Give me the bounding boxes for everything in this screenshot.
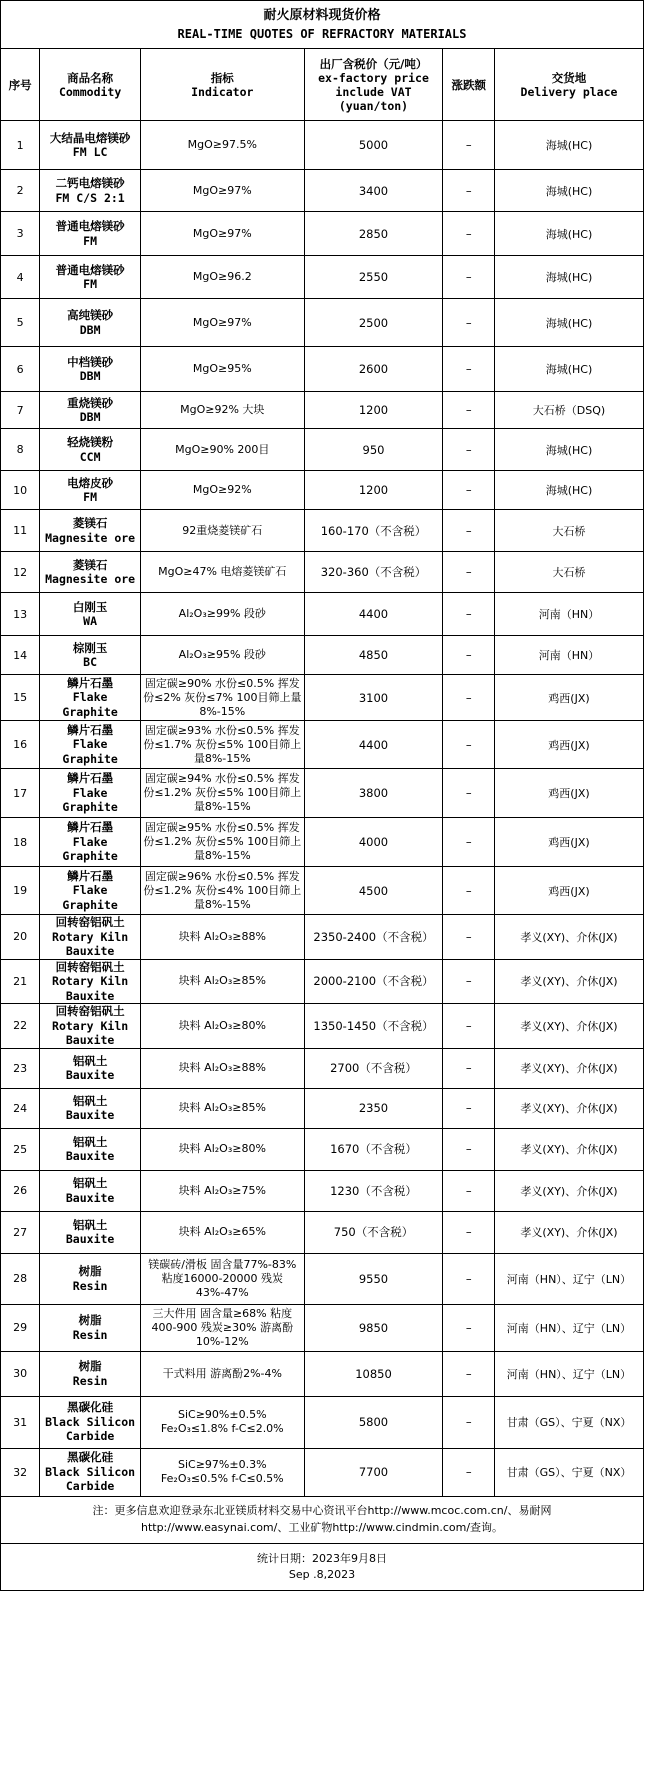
commodity-name-en: Bauxite	[65, 1232, 115, 1246]
change-cell: –	[443, 867, 495, 915]
indicator-cell: 块料 Al₂O₃≥80%	[141, 1128, 305, 1170]
commodity-name-en: Rotary Kiln Bauxite	[52, 974, 129, 1003]
change-cell: –	[443, 429, 495, 471]
date-en: Sep .8,2023	[288, 1567, 356, 1581]
table-row	[1, 1128, 644, 1170]
delivery-cell: 鸡西(JX)	[494, 769, 643, 818]
indicator-cell: 固定碳≥93% 水份≤0.5% 挥发份≤1.7% 灰份≤5% 100目筛上量8%-15%	[141, 721, 305, 769]
indicator-cell: MgO≥97%	[141, 170, 305, 212]
delivery-cell: 孝义(XY)、介休(JX)	[494, 959, 643, 1004]
table-row	[1, 1351, 644, 1396]
change-cell: –	[443, 121, 495, 170]
commodity-name-cn: 铝矾土	[72, 1134, 108, 1149]
delivery-cell: 孝义(XY)、介休(JX)	[494, 1211, 643, 1253]
date-cn: 统计日期：2023年9月8日	[257, 1551, 387, 1565]
row-number: 23	[1, 1048, 40, 1088]
price-cell: 4000	[304, 818, 443, 867]
delivery-cell: 海城(HC)	[494, 121, 643, 170]
table-row	[1, 769, 644, 818]
price-cell: 1200	[304, 471, 443, 510]
price-cell: 2350	[304, 1088, 443, 1128]
commodity-name-cn: 菱镁石	[72, 557, 108, 572]
footnote	[0, 1497, 644, 1544]
table-row	[1, 915, 644, 960]
table-row	[1, 429, 644, 471]
row-number: 28	[1, 1253, 40, 1304]
commodity-cell	[40, 818, 141, 867]
commodity-cell	[40, 170, 141, 212]
row-number: 13	[1, 593, 40, 636]
delivery-cell: 孝义(XY)、介休(JX)	[494, 1088, 643, 1128]
table-row	[1, 636, 644, 675]
commodity-cell	[40, 1004, 141, 1049]
change-cell: –	[443, 299, 495, 347]
indicator-cell: MgO≥96.2	[141, 256, 305, 299]
commodity-name-cn: 鳞片石墨	[67, 820, 114, 835]
change-cell: –	[443, 915, 495, 960]
commodity-name-en: FM	[83, 277, 98, 291]
table-row	[1, 471, 644, 510]
table-row	[1, 299, 644, 347]
indicator-cell: 块料 Al₂O₃≥65%	[141, 1211, 305, 1253]
change-cell: –	[443, 510, 495, 552]
commodity-name-en: FM C/S 2:1	[55, 190, 125, 205]
indicator-cell: MgO≥90% 200目	[141, 429, 305, 471]
commodity-name-cn: 铝矾土	[72, 1176, 108, 1190]
indicator-cell: SiC≥97%±0.3% Fe₂O₃≤0.5% f-C≤0.5%	[141, 1448, 305, 1496]
indicator-cell: MgO≥92%	[141, 471, 305, 510]
row-number: 12	[1, 552, 40, 593]
commodity-name-en: Bauxite	[65, 1190, 115, 1205]
commodity-cell	[40, 769, 141, 818]
change-cell: –	[443, 552, 495, 593]
commodity-cell	[40, 1211, 141, 1253]
change-cell: –	[443, 1351, 495, 1396]
change-cell: –	[443, 636, 495, 675]
row-number: 11	[1, 510, 40, 552]
table-row	[1, 1253, 644, 1304]
delivery-cell: 孝义(XY)、介休(JX)	[494, 1004, 643, 1049]
row-number: 7	[1, 392, 40, 429]
row-number: 19	[1, 867, 40, 915]
delivery-cell: 鸡西(JX)	[494, 818, 643, 867]
change-cell: –	[443, 392, 495, 429]
commodity-cell	[40, 429, 141, 471]
delivery-cell: 海城(HC)	[494, 256, 643, 299]
commodity-name-cn: 重烧镁砂	[67, 395, 114, 410]
indicator-cell: 干式料用 游离酚2%-4%	[141, 1351, 305, 1396]
commodity-cell	[40, 1304, 141, 1351]
commodity-name-en: Flake Graphite	[62, 737, 118, 766]
price-cell: 2500	[304, 299, 443, 347]
commodity-name-cn: 树脂	[78, 1313, 102, 1327]
commodity-name-cn: 树脂	[78, 1359, 102, 1373]
delivery-cell: 海城(HC)	[494, 212, 643, 256]
change-cell: –	[443, 1170, 495, 1211]
price-cell: 950	[304, 429, 443, 471]
commodity-name-en: Magnesite ore	[45, 530, 136, 545]
footnote-line-2: http://www.easynai.com/、工业矿物http://www.cindmin.com/查询。	[140, 1520, 504, 1534]
commodity-name-cn: 铝矾土	[72, 1053, 108, 1068]
row-number: 21	[1, 959, 40, 1004]
commodity-cell	[40, 959, 141, 1004]
row-number: 20	[1, 915, 40, 960]
commodity-cell	[40, 1170, 141, 1211]
header-price: 出厂含税价（元/吨） ex-factory price include VAT (yuan/ton)	[304, 49, 443, 121]
price-cell: 1670（不含税）	[304, 1128, 443, 1170]
indicator-cell: MgO≥97.5%	[141, 121, 305, 170]
row-number: 18	[1, 818, 40, 867]
indicator-cell: 固定碳≥90% 水份≤0.5% 挥发份≤2% 灰份≤7% 100目筛上量8%-15%	[141, 675, 305, 721]
price-cell: 1230（不含税）	[304, 1170, 443, 1211]
indicator-cell: MgO≥95%	[141, 347, 305, 392]
price-cell: 10850	[304, 1351, 443, 1396]
commodity-name-cn: 大结晶电熔镁砂	[49, 130, 131, 145]
row-number: 6	[1, 347, 40, 392]
change-cell: –	[443, 170, 495, 212]
delivery-cell: 大石桥（DSQ)	[494, 392, 643, 429]
row-number: 25	[1, 1128, 40, 1170]
change-cell: –	[443, 212, 495, 256]
row-number: 4	[1, 256, 40, 299]
price-cell: 2850	[304, 212, 443, 256]
indicator-cell: 块料 Al₂O₃≥88%	[141, 1048, 305, 1088]
commodity-name-en: Resin	[72, 1373, 108, 1388]
price-cell: 3400	[304, 170, 443, 212]
delivery-cell: 海城(HC)	[494, 299, 643, 347]
price-cell: 4850	[304, 636, 443, 675]
indicator-cell: 块料 Al₂O₃≥80%	[141, 1004, 305, 1049]
title-block	[0, 0, 644, 48]
commodity-cell	[40, 1088, 141, 1128]
commodity-cell	[40, 471, 141, 510]
commodity-name-en: Bauxite	[65, 1068, 115, 1082]
change-cell: –	[443, 818, 495, 867]
indicator-cell: 镁碳砖/滑板 固含量77%-83% 粘度16000-20000 残炭43%-47%	[141, 1253, 305, 1304]
table-row	[1, 1211, 644, 1253]
price-cell: 2600	[304, 347, 443, 392]
commodity-name-cn: 普通电熔镁砂	[55, 262, 125, 277]
row-number: 17	[1, 769, 40, 818]
change-cell: –	[443, 1396, 495, 1448]
row-number: 32	[1, 1448, 40, 1496]
commodity-name-en: FM	[83, 233, 98, 248]
commodity-name-en: DBM	[79, 410, 101, 424]
table-row	[1, 1048, 644, 1088]
commodity-cell	[40, 1048, 141, 1088]
table-row	[1, 510, 644, 552]
price-cell: 4500	[304, 867, 443, 915]
commodity-name-cn: 菱镁石	[72, 516, 108, 530]
table-row	[1, 959, 644, 1004]
table-row	[1, 867, 644, 915]
commodity-name-en: DBM	[79, 322, 101, 337]
price-cell: 160-170（不含税）	[304, 510, 443, 552]
change-cell: –	[443, 675, 495, 721]
row-number: 26	[1, 1170, 40, 1211]
commodity-name-cn: 鳞片石墨	[67, 722, 114, 737]
delivery-cell: 海城(HC)	[494, 347, 643, 392]
table-row	[1, 675, 644, 721]
table-row	[1, 1170, 644, 1211]
row-number: 14	[1, 636, 40, 675]
commodity-name-cn: 普通电熔镁砂	[55, 219, 125, 233]
header-row	[1, 49, 644, 121]
commodity-cell	[40, 347, 141, 392]
indicator-cell: MgO≥92% 大块	[141, 392, 305, 429]
delivery-cell: 海城(HC)	[494, 471, 643, 510]
change-cell: –	[443, 256, 495, 299]
indicator-cell: MgO≥47% 电熔菱镁矿石	[141, 552, 305, 593]
change-cell: –	[443, 769, 495, 818]
title-cn: 耐火原材料现货价格	[263, 8, 381, 23]
commodity-cell	[40, 1396, 141, 1448]
commodity-name-cn: 铝矾土	[72, 1217, 108, 1232]
delivery-cell: 河南（HN）、辽宁（LN）	[494, 1253, 643, 1304]
row-number: 15	[1, 675, 40, 721]
row-number: 5	[1, 299, 40, 347]
commodity-name-cn: 鳞片石墨	[67, 675, 114, 690]
commodity-cell	[40, 392, 141, 429]
delivery-cell: 孝义(XY)、介休(JX)	[494, 1128, 643, 1170]
row-number: 27	[1, 1211, 40, 1253]
table-row	[1, 170, 644, 212]
delivery-cell: 鸡西(JX)	[494, 721, 643, 769]
row-number: 8	[1, 429, 40, 471]
commodity-name-cn: 轻烧镁粉	[67, 435, 114, 449]
commodity-name-en: Resin	[72, 1327, 108, 1342]
commodity-name-cn: 树脂	[78, 1264, 102, 1278]
commodity-name-en: Rotary Kiln Bauxite	[52, 1018, 129, 1047]
commodity-name-en: FM	[83, 490, 98, 504]
commodity-name-cn: 二钙电熔镁砂	[55, 176, 125, 190]
row-number: 16	[1, 721, 40, 769]
table-row	[1, 593, 644, 636]
indicator-cell: 三大件用 固含量≥68% 粘度400-900 残炭≥30% 游离酚10%-12%	[141, 1304, 305, 1351]
commodity-name-en: Magnesite ore	[45, 572, 136, 586]
delivery-cell: 甘肃（GS）、宁夏（NX）	[494, 1448, 643, 1496]
commodity-name-cn: 高纯镁砂	[67, 308, 114, 322]
commodity-name-en: Flake Graphite	[62, 834, 118, 864]
price-table	[0, 48, 644, 1497]
indicator-cell: Al₂O₃≥95% 段砂	[141, 636, 305, 675]
title-en: REAL-TIME QUOTES OF REFRACTORY MATERIALS	[177, 27, 467, 41]
commodity-name-cn: 棕刚玉	[72, 640, 108, 655]
delivery-cell: 孝义(XY)、介休(JX)	[494, 915, 643, 960]
table-row	[1, 1448, 644, 1496]
commodity-name-en: BC	[83, 655, 98, 669]
price-cell: 2550	[304, 256, 443, 299]
change-cell: –	[443, 1253, 495, 1304]
indicator-cell: 块料 Al₂O₃≥85%	[141, 1088, 305, 1128]
price-cell: 4400	[304, 721, 443, 769]
change-cell: –	[443, 347, 495, 392]
price-cell: 7700	[304, 1448, 443, 1496]
price-cell: 9850	[304, 1304, 443, 1351]
delivery-cell: 河南（HN）、辽宁（LN）	[494, 1304, 643, 1351]
indicator-cell: 块料 Al₂O₃≥85%	[141, 959, 305, 1004]
change-cell: –	[443, 959, 495, 1004]
change-cell: –	[443, 721, 495, 769]
delivery-cell: 河南（HN）	[494, 636, 643, 675]
commodity-cell	[40, 299, 141, 347]
price-cell: 5800	[304, 1396, 443, 1448]
commodity-cell	[40, 867, 141, 915]
header-delivery: 交货地 Delivery place	[494, 49, 643, 121]
commodity-name-cn: 回转窑铝矾土	[55, 1004, 125, 1018]
delivery-cell: 大石桥	[494, 510, 643, 552]
table-row	[1, 1088, 644, 1128]
table-row	[1, 1004, 644, 1049]
commodity-name-cn: 鳞片石墨	[67, 868, 114, 883]
commodity-name-en: Bauxite	[65, 1149, 115, 1163]
indicator-cell: 块料 Al₂O₃≥88%	[141, 915, 305, 960]
row-number: 31	[1, 1396, 40, 1448]
row-number: 29	[1, 1304, 40, 1351]
change-cell: –	[443, 1048, 495, 1088]
table-row	[1, 256, 644, 299]
price-cell: 3100	[304, 675, 443, 721]
delivery-cell: 孝义(XY)、介休(JX)	[494, 1048, 643, 1088]
header-change: 涨跌额	[443, 49, 495, 121]
commodity-name-en: Flake Graphite	[62, 883, 118, 912]
table-row	[1, 212, 644, 256]
commodity-name-en: Bauxite	[65, 1108, 115, 1122]
header-no: 序号	[1, 49, 40, 121]
table-row	[1, 121, 644, 170]
table-row	[1, 392, 644, 429]
commodity-name-cn: 铝矾土	[72, 1093, 108, 1108]
table-row	[1, 552, 644, 593]
indicator-cell: 92重烧菱镁矿石	[141, 510, 305, 552]
row-number: 24	[1, 1088, 40, 1128]
indicator-cell: MgO≥97%	[141, 212, 305, 256]
commodity-cell	[40, 256, 141, 299]
delivery-cell: 海城(HC)	[494, 429, 643, 471]
price-cell: 3800	[304, 769, 443, 818]
indicator-cell: SiC≥90%±0.5% Fe₂O₃≤1.8% f-C≤2.0%	[141, 1396, 305, 1448]
change-cell: –	[443, 1448, 495, 1496]
table-row	[1, 721, 644, 769]
change-cell: –	[443, 1211, 495, 1253]
commodity-name-en: Flake Graphite	[62, 785, 118, 815]
commodity-name-en: Resin	[72, 1278, 108, 1293]
row-number: 3	[1, 212, 40, 256]
delivery-cell: 鸡西(JX)	[494, 675, 643, 721]
price-cell: 9550	[304, 1253, 443, 1304]
row-number: 22	[1, 1004, 40, 1049]
indicator-cell: 固定碳≥94% 水份≤0.5% 挥发份≤1.2% 灰份≤5% 100目筛上量8%-15%	[141, 769, 305, 818]
price-cell: 1350-1450（不含税）	[304, 1004, 443, 1049]
commodity-cell	[40, 636, 141, 675]
commodity-name-en: Rotary Kiln Bauxite	[52, 929, 129, 958]
indicator-cell: 固定碳≥95% 水份≤0.5% 挥发份≤1.2% 灰份≤5% 100目筛上量8%-15%	[141, 818, 305, 867]
footnote-line-1: 注：更多信息欢迎登录东北亚镁质材料交易中心资讯平台http://www.mcoc.com.cn/、易耐网	[92, 1503, 552, 1517]
change-cell: –	[443, 1004, 495, 1049]
indicator-cell: MgO≥97%	[141, 299, 305, 347]
price-cell: 4400	[304, 593, 443, 636]
commodity-name-cn: 黑碳化硅	[67, 1400, 114, 1415]
row-number: 30	[1, 1351, 40, 1396]
indicator-cell: 固定碳≥96% 水份≤0.5% 挥发份≤1.2% 灰份≤4% 100目筛上量8%-15%	[141, 867, 305, 915]
commodity-name-en: FM LC	[72, 145, 108, 159]
price-cell: 2700（不含税）	[304, 1048, 443, 1088]
commodity-name-cn: 黑碳化硅	[67, 1450, 114, 1465]
commodity-name-cn: 回转窑铝矾土	[55, 915, 125, 929]
change-cell: –	[443, 471, 495, 510]
commodity-name-en: Black Silicon Carbide	[45, 1414, 136, 1444]
commodity-name-cn: 白刚玉	[72, 599, 108, 614]
commodity-name-cn: 电熔皮砂	[67, 475, 114, 490]
commodity-name-en: WA	[83, 614, 98, 628]
table-row	[1, 818, 644, 867]
row-number: 10	[1, 471, 40, 510]
commodity-cell	[40, 1351, 141, 1396]
row-number: 1	[1, 121, 40, 170]
statistics-date	[0, 1544, 644, 1591]
price-cell: 1200	[304, 392, 443, 429]
commodity-name-cn: 回转窑铝矾土	[55, 959, 125, 974]
price-cell: 2350-2400（不含税）	[304, 915, 443, 960]
delivery-cell: 孝义(XY)、介休(JX)	[494, 1170, 643, 1211]
row-number: 2	[1, 170, 40, 212]
change-cell: –	[443, 1128, 495, 1170]
commodity-name-cn: 鳞片石墨	[67, 771, 114, 786]
commodity-name-en: DBM	[79, 369, 101, 383]
commodity-cell	[40, 1253, 141, 1304]
price-cell: 2000-2100（不含税）	[304, 959, 443, 1004]
commodity-name-en: Flake Graphite	[62, 690, 118, 719]
table-row	[1, 1396, 644, 1448]
commodity-cell	[40, 552, 141, 593]
indicator-cell: Al₂O₃≥99% 段砂	[141, 593, 305, 636]
commodity-cell	[40, 593, 141, 636]
delivery-cell: 海城(HC)	[494, 170, 643, 212]
price-cell: 320-360（不含税）	[304, 552, 443, 593]
commodity-cell	[40, 675, 141, 721]
delivery-cell: 河南（HN）、辽宁（LN）	[494, 1351, 643, 1396]
delivery-cell: 鸡西(JX)	[494, 867, 643, 915]
table-row	[1, 1304, 644, 1351]
header-commodity: 商品名称 Commodity	[40, 49, 141, 121]
commodity-cell	[40, 212, 141, 256]
header-indicator: 指标 Indicator	[141, 49, 305, 121]
change-cell: –	[443, 1088, 495, 1128]
commodity-cell	[40, 510, 141, 552]
indicator-cell: 块料 Al₂O₃≥75%	[141, 1170, 305, 1211]
delivery-cell: 大石桥	[494, 552, 643, 593]
price-cell: 750（不含税）	[304, 1211, 443, 1253]
commodity-name-cn: 中档镁砂	[67, 354, 114, 369]
commodity-cell	[40, 1128, 141, 1170]
price-cell: 5000	[304, 121, 443, 170]
commodity-cell	[40, 915, 141, 960]
commodity-cell	[40, 721, 141, 769]
table-row	[1, 347, 644, 392]
commodity-name-en: Black Silicon Carbide	[45, 1464, 136, 1494]
delivery-cell: 河南（HN）	[494, 593, 643, 636]
commodity-cell	[40, 1448, 141, 1496]
commodity-cell	[40, 121, 141, 170]
change-cell: –	[443, 1304, 495, 1351]
commodity-name-en: CCM	[79, 449, 101, 464]
change-cell: –	[443, 593, 495, 636]
delivery-cell: 甘肃（GS）、宁夏（NX）	[494, 1396, 643, 1448]
